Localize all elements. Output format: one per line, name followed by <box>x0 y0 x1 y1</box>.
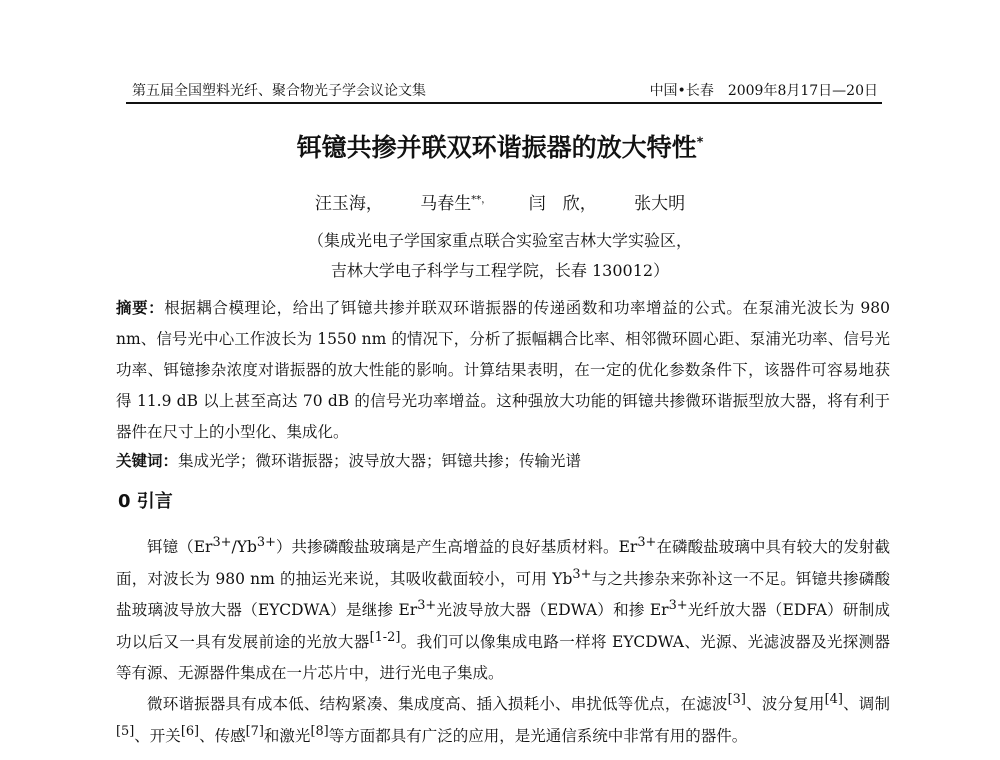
header-proceedings-title: 第五届全国塑料光纤、聚合物光子学会议论文集 <box>132 83 426 99</box>
citation: [4] <box>824 691 843 707</box>
body-paragraph-1: 铒镱$(Er^{3+}/Yb^{3+})$共掺磷酸盐玻璃是产生高增益的良好基质材料。$Er^{3+}$在磷酸盐玻璃中具有较大的发射截面，对波长为 980 nm 的抽运光来说，其吸收截面较小，可用 $Yb^{3+}$与之共掺杂来弥补这一不足。铒镱共掺磷酸盐玻璃波导放大器（EYCDWA）是继掺 $Er^{3+}$光波导放大器（EDWA）和掺 $Er^{3+}$光纤放大器（EDFA）研制成功以后又一具有发展前途的光放大器[1-2]。我们可以像集成电路一样将 EYCDWA、光源、光滤波器及光探测器等有源、无源器件集成在一片芯片中，进行光电子集成。 <box>116 534 890 682</box>
author: 马春生**， <box>420 194 492 214</box>
citation: [1-2] <box>369 629 401 645</box>
author: 汪玉海， <box>314 194 383 214</box>
citation: [3] <box>727 691 746 707</box>
abstract-label: 摘要： <box>116 299 165 317</box>
title-footnote-mark: * <box>696 135 704 151</box>
affiliation-line-1: （集成光电子学国家重点联合实验室吉林大学实验区， <box>307 231 692 250</box>
citation: [6] <box>180 723 200 739</box>
author-list <box>0 189 1000 214</box>
keywords <box>116 449 581 471</box>
keywords-text: 集成光学；微环谐振器；波导放大器；铒镱共掺；传输光谱 <box>178 452 582 470</box>
citation: [8] <box>310 723 329 739</box>
citation: [5] <box>116 723 135 739</box>
affiliation-line-2: 吉林大学电子科学与工程学院，长春 130012） <box>330 261 670 280</box>
citation: [7] <box>245 723 264 739</box>
author: 闫 欣， <box>528 194 597 214</box>
section-heading: 0 引言 <box>118 491 173 512</box>
header-location-date: 中国•长春 2009年8月17日—20日 <box>649 83 878 99</box>
abstract <box>116 293 890 448</box>
keywords-label: 关键词： <box>116 452 179 470</box>
running-header <box>126 78 882 104</box>
title-text: 铒镱共掺并联双环谐振器的放大特性 <box>296 133 697 162</box>
paper-title <box>0 128 1000 164</box>
abstract-text: 根据耦合模理论，给出了铒镱共掺并联双环谐振器的传递函数和功率增益的公式。在泵浦光波长为 980 nm、信号光中心工作波长为 1550 nm 的情况下，分析了振幅耦合比率、相邻微环圆心距、泵浦光功率、信号光功率、铒镱掺杂浓度对谐振器的放大性能的影响。计算结果表明，在一定的优化参数条件下，该器件可容易地获得 11.9 dB 以上甚至高达 70 dB 的信号光功率增益。这种强放大功能的铒镱共掺微环谐振型放大器，将有利于器件在尺寸上的小型化、集成化。 <box>116 299 890 441</box>
body-paragraph-2: 微环谐振器具有成本低、结构紧凑、集成度高、插入损耗小、串扰低等优点，在滤波[3]、波分复用[4]、调制[5]、开关[6]、传感[7]和激光[8]等方面都具有广泛的应用，是光通信系统中非常有用的器件。 <box>116 691 890 745</box>
author: 张大明 <box>634 194 686 214</box>
